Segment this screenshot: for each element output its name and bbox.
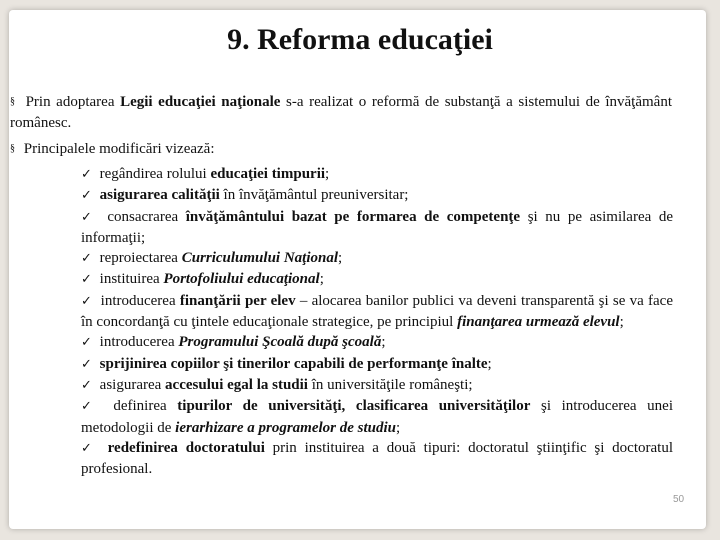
item-text: în universităţile româneşti; bbox=[311, 376, 473, 393]
modifications-list bbox=[81, 164, 673, 479]
item-emphasis: Portofoliului educaţional bbox=[163, 271, 320, 288]
item-text: ; bbox=[319, 271, 324, 288]
check-icon: ✓ bbox=[81, 188, 92, 204]
item-text: ; bbox=[619, 314, 624, 331]
item-text: şi nu pe asimilarea de informaţii; bbox=[81, 208, 674, 246]
item-emphasis: tipurilor de universităţi, clasificarea universităţilor bbox=[177, 398, 531, 415]
item-text: prin instituirea a două tipuri: doctoratul ştiinţific şi doctoratul profesional. bbox=[81, 439, 673, 478]
item-text: ; bbox=[325, 166, 330, 182]
list-item bbox=[81, 396, 673, 438]
list-item bbox=[81, 269, 673, 290]
item-text: introducerea bbox=[100, 292, 176, 309]
list-item bbox=[81, 248, 673, 269]
item-text: asigurarea bbox=[99, 376, 162, 393]
check-icon: ✓ bbox=[81, 251, 92, 267]
intro-text-post: s-a realizat o reformă de substanţă a sistemului de învăţământ românesc. bbox=[10, 94, 673, 131]
item-text: ; bbox=[487, 355, 492, 372]
item-emphasis: finanţării per elev bbox=[179, 292, 296, 309]
check-icon: ✓ bbox=[81, 377, 92, 393]
sub-heading-bullet bbox=[10, 138, 672, 160]
intro-text-bold: Legii educaţiei naţionale bbox=[120, 94, 281, 110]
slide-title: 9. Reforma educaţiei bbox=[227, 23, 493, 56]
list-item bbox=[81, 207, 673, 249]
check-icon: ✓ bbox=[81, 167, 92, 182]
item-emphasis: finanţarea urmează elevul bbox=[457, 314, 620, 331]
check-icon: ✓ bbox=[81, 440, 96, 456]
item-text: ; bbox=[381, 334, 386, 351]
item-emphasis: sprijinirea copiilor şi tinerilor capabili de performanţe înalte bbox=[99, 355, 488, 372]
item-text: consacrarea bbox=[107, 208, 179, 225]
check-icon: ✓ bbox=[81, 335, 92, 351]
check-icon: ✓ bbox=[81, 272, 92, 288]
check-icon: ✓ bbox=[81, 356, 92, 372]
item-emphasis: învăţământului bazat pe formarea de competenţe bbox=[185, 208, 521, 225]
item-emphasis: Programului Şcoală după şcoală bbox=[178, 334, 382, 351]
item-text: în învăţământul preuniversitar; bbox=[223, 187, 409, 204]
item-emphasis: Curriculumului Naţional bbox=[181, 250, 339, 267]
square-bullet-icon: § bbox=[10, 143, 15, 154]
item-text: şi introducerea unei metodologii de bbox=[81, 398, 673, 436]
item-text: reproiectarea bbox=[99, 250, 178, 267]
list-item bbox=[81, 291, 673, 333]
check-icon: ✓ bbox=[81, 399, 99, 415]
intro-text-pre: Prin adoptarea bbox=[25, 94, 115, 110]
check-icon: ✓ bbox=[81, 209, 96, 225]
item-emphasis: redefinirea doctoratului bbox=[107, 439, 265, 456]
list-item bbox=[81, 164, 673, 185]
list-item bbox=[81, 332, 673, 353]
item-text: definirea bbox=[113, 398, 167, 415]
list-item bbox=[81, 185, 673, 206]
check-icon: ✓ bbox=[81, 293, 93, 309]
sub-heading: Principalele modificări vizează: bbox=[23, 141, 215, 157]
item-text: introducerea bbox=[99, 334, 175, 351]
item-text: instituirea bbox=[99, 271, 160, 288]
item-emphasis: ierarhizare a programelor de studiu bbox=[175, 419, 397, 436]
intro-bullet bbox=[10, 91, 672, 134]
item-text: – alocarea banilor publici va deveni transparentă şi se va face în concordanţă cu ţintele educaţionale strategice, pe principiul bbox=[81, 292, 673, 331]
item-text: regândirea rolului bbox=[99, 166, 207, 182]
item-text: ; bbox=[338, 250, 343, 267]
item-text: ; bbox=[396, 419, 401, 436]
list-item bbox=[81, 375, 673, 396]
item-emphasis: accesului egal la studii bbox=[165, 376, 308, 393]
page-number: 50 bbox=[673, 494, 685, 505]
square-bullet-icon: § bbox=[10, 96, 15, 107]
list-item bbox=[81, 438, 673, 480]
list-item bbox=[81, 354, 673, 375]
item-emphasis: asigurarea calităţii bbox=[99, 187, 220, 204]
item-emphasis: educaţiei timpurii bbox=[210, 166, 326, 182]
